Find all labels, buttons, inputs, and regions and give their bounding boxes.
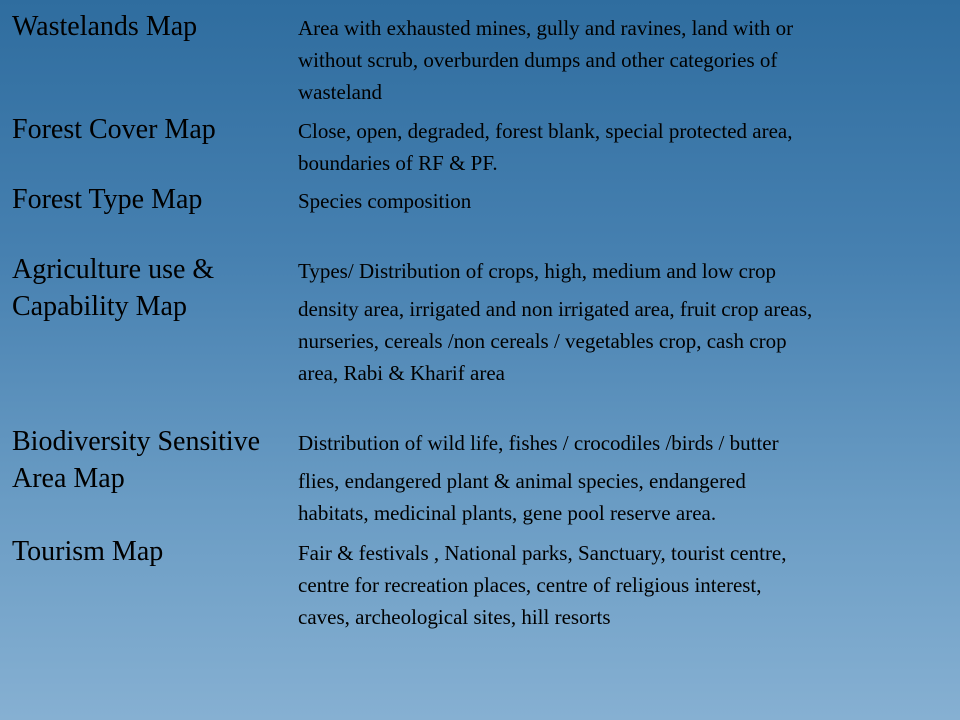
term-line: Tourism Map: [12, 536, 164, 567]
term-tourism-map: [12, 537, 163, 567]
desc-line: Distribution of wild life, fishes / crocodiles /birds / butter: [298, 431, 779, 455]
desc-line: Area with exhausted mines, gully and ravines, land with or: [298, 16, 794, 40]
desc-line: wasteland: [298, 80, 382, 104]
term-line: Biodiversity Sensitive: [12, 426, 261, 457]
desc-line: nurseries, cereals /non cereals / vegetables crop, cash crop: [298, 329, 787, 353]
desc-line: centre for recreation places, centre of religious interest,: [298, 573, 762, 597]
term-line: Wastelands Map: [12, 11, 198, 42]
desc-line: Types/ Distribution of crops, high, medium and low crop: [298, 259, 776, 283]
term-line: Forest Type Map: [12, 184, 203, 215]
desc-forest-type-map: [298, 185, 953, 217]
term-wastelands-map: [12, 12, 197, 42]
desc-forest-cover-map: [298, 115, 953, 179]
desc-line: caves, archeological sites, hill resorts: [298, 605, 611, 629]
desc-line: habitats, medicinal plants, gene pool reserve area.: [298, 501, 717, 525]
desc-line: area, Rabi & Kharif area: [298, 361, 505, 385]
term-agriculture-capability-map: [12, 255, 214, 322]
term-line: Forest Cover Map: [12, 114, 216, 145]
desc-line: flies, endangered plant & animal species, endangered: [298, 469, 746, 493]
term-line: Agriculture use &: [12, 254, 215, 285]
desc-line: Fair & festivals , National parks, Sanctuary, tourist centre,: [298, 541, 787, 565]
desc-line: density area, irrigated and non irrigated area, fruit crop areas,: [298, 297, 813, 321]
term-line: Area Map: [12, 463, 125, 494]
term-forest-cover-map: [12, 115, 216, 145]
desc-line: without scrub, overburden dumps and other categories of: [298, 48, 778, 72]
term-forest-type-map: [12, 185, 202, 215]
desc-wastelands-map: [298, 12, 953, 108]
desc-biodiversity-sensitive-area-map: [298, 427, 953, 529]
desc-line: boundaries of RF & PF.: [298, 151, 498, 175]
desc-tourism-map: [298, 537, 953, 633]
desc-line: Species composition: [298, 189, 472, 213]
term-biodiversity-sensitive-area-map: [12, 427, 260, 494]
desc-agriculture-capability-map: [298, 255, 953, 389]
term-line: Capability Map: [12, 291, 187, 322]
desc-line: Close, open, degraded, forest blank, special protected area,: [298, 119, 793, 143]
